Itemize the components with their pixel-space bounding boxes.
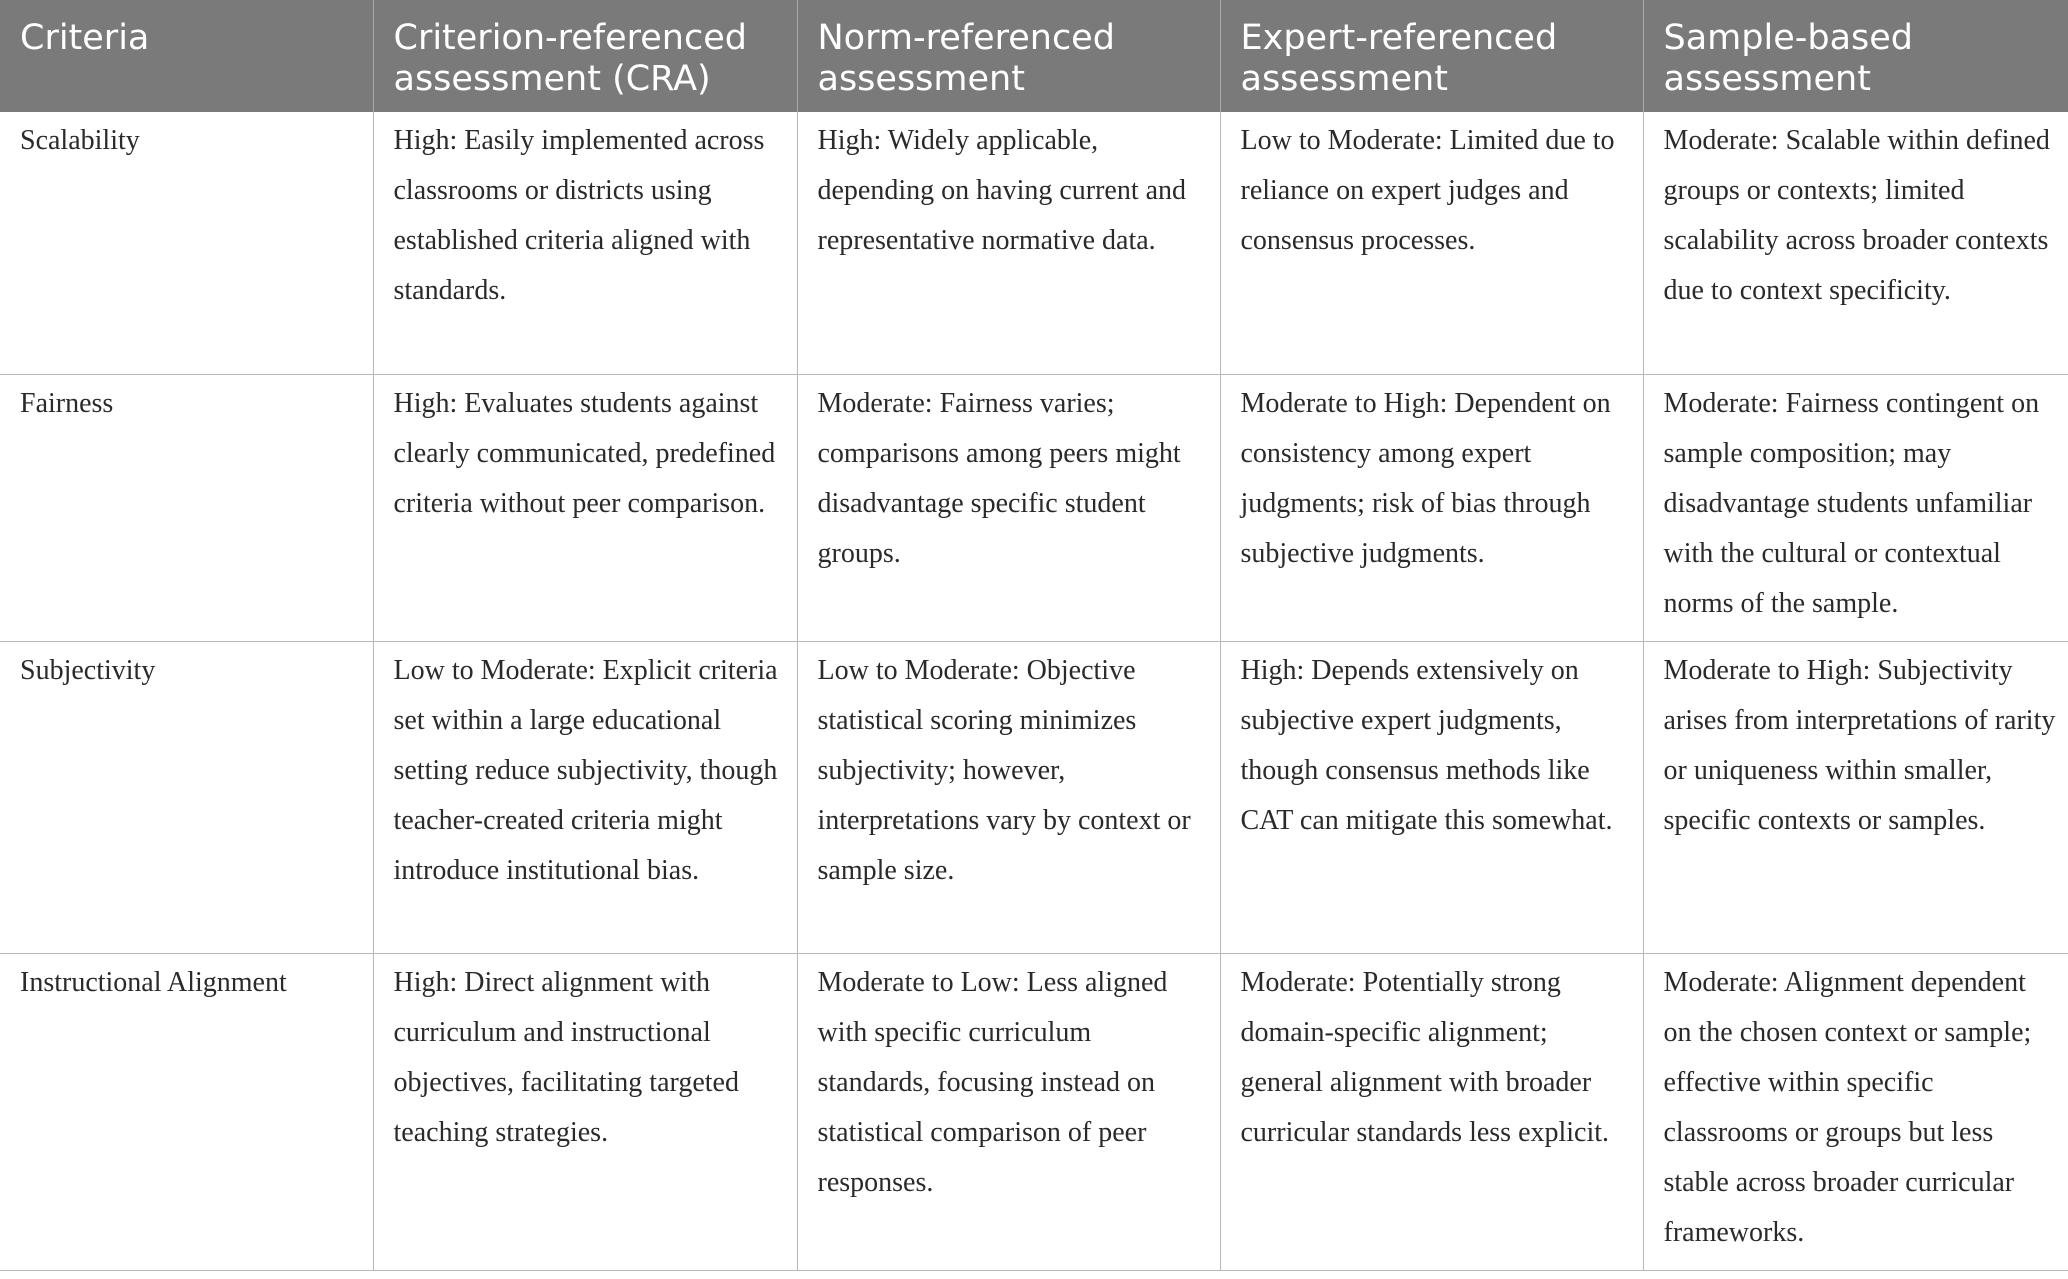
cell-expert-referenced: Moderate: Potentially strong domain-specific alignment; general alignment with broader curricular standards less explicit.: [1220, 953, 1643, 1270]
table-row-scalability: [0, 112, 2068, 374]
cell-norm-referenced: High: Widely applicable, depending on having current and representative normative data.: [797, 112, 1220, 374]
cell-criterion-referenced: High: Evaluates students against clearly communicated, predefined criteria without peer comparison.: [373, 374, 797, 641]
row-label: Instructional Alignment: [0, 953, 373, 1270]
header-sample-based: Sample-based assessment: [1643, 0, 2068, 112]
row-label: Subjectivity: [0, 641, 373, 953]
cell-criterion-referenced: High: Direct alignment with curriculum and instructional objectives, facilitating targeted teaching strategies.: [373, 953, 797, 1270]
header-criteria: Criteria: [0, 0, 373, 112]
row-label: Fairness: [0, 374, 373, 641]
cell-sample-based: Moderate: Alignment dependent on the chosen context or sample; effective within specific classrooms or groups but less stable across broader curricular frameworks.: [1643, 953, 2068, 1270]
cell-expert-referenced: High: Depends extensively on subjective expert judgments, though consensus methods like CAT can mitigate this somewhat.: [1220, 641, 1643, 953]
table-header: [0, 0, 2068, 112]
table-row-fairness: [0, 374, 2068, 641]
row-label: Scalability: [0, 112, 373, 374]
cell-expert-referenced: Moderate to High: Dependent on consistency among expert judgments; risk of bias through subjective judgments.: [1220, 374, 1643, 641]
header-norm-referenced: Norm-referenced assessment: [797, 0, 1220, 112]
table-body: [0, 112, 2068, 1270]
header-criterion-referenced: Criterion-referenced assessment (CRA): [373, 0, 797, 112]
cell-criterion-referenced: Low to Moderate: Explicit criteria set within a large educational setting reduce subjectivity, though teacher-created criteria might introduce institutional bias.: [373, 641, 797, 953]
cell-sample-based: Moderate: Fairness contingent on sample composition; may disadvantage students unfamiliar with the cultural or contextual norms of the sample.: [1643, 374, 2068, 641]
table-row-subjectivity: [0, 641, 2068, 953]
cell-expert-referenced: Low to Moderate: Limited due to reliance on expert judges and consensus processes.: [1220, 112, 1643, 374]
cell-sample-based: Moderate: Scalable within defined groups or contexts; limited scalability across broader contexts due to context specificity.: [1643, 112, 2068, 374]
cell-norm-referenced: Moderate: Fairness varies; comparisons among peers might disadvantage specific student groups.: [797, 374, 1220, 641]
header-expert-referenced: Expert-referenced assessment: [1220, 0, 1643, 112]
cell-norm-referenced: Low to Moderate: Objective statistical scoring minimizes subjectivity; however, interpretations vary by context or sample size.: [797, 641, 1220, 953]
header-row: [0, 0, 2068, 112]
cell-sample-based: Moderate to High: Subjectivity arises from interpretations of rarity or uniqueness within smaller, specific contexts or samples.: [1643, 641, 2068, 953]
cell-criterion-referenced: High: Easily implemented across classrooms or districts using established criteria aligned with standards.: [373, 112, 797, 374]
cell-norm-referenced: Moderate to Low: Less aligned with specific curriculum standards, focusing instead on statistical comparison of peer responses.: [797, 953, 1220, 1270]
table-row-instructional-alignment: [0, 953, 2068, 1270]
